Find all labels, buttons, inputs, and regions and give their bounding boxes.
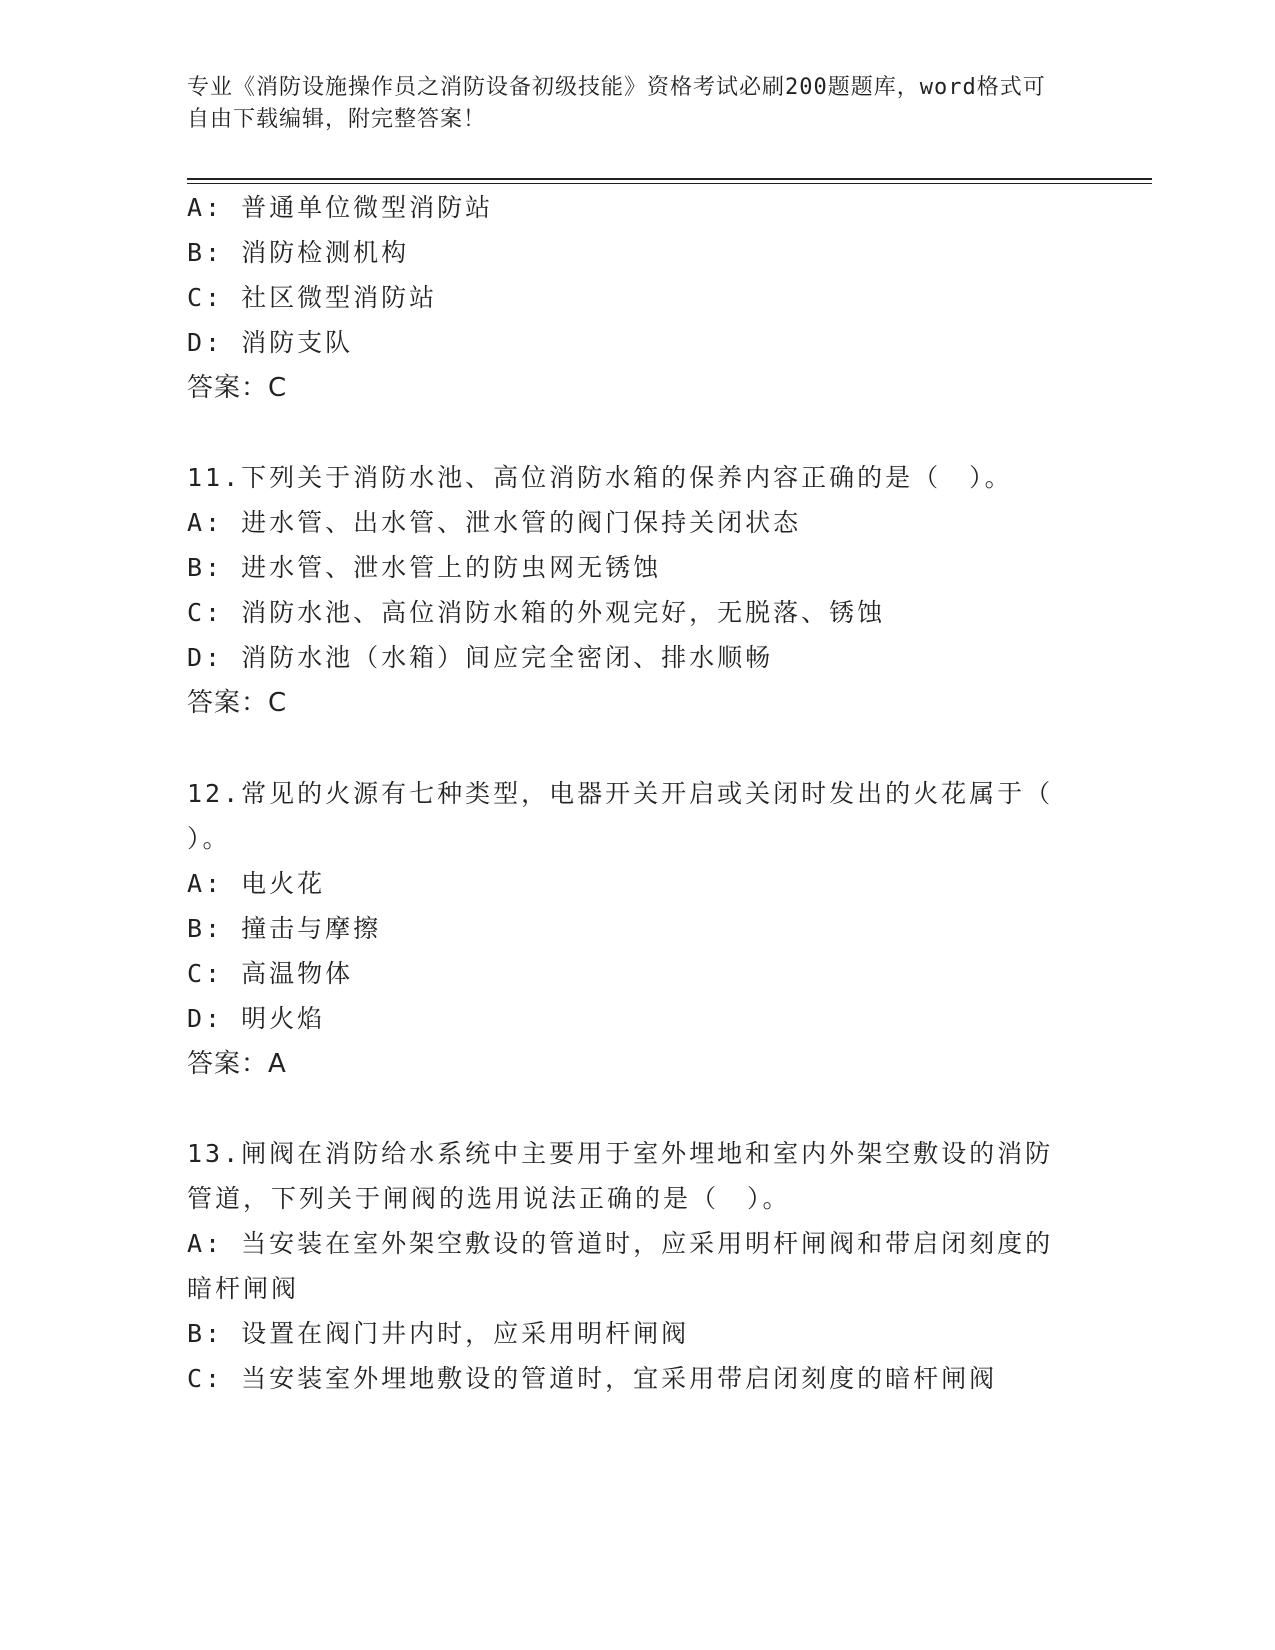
- q10-answer: 答案：C: [187, 373, 288, 403]
- q10-option-d: D: 消防支队: [187, 328, 354, 357]
- q11-answer: 答案：C: [187, 688, 288, 718]
- q13-question-line2: 管道，下列关于闸阀的选用说法正确的是（ ）。: [187, 1184, 791, 1213]
- q11-option-b: B: 进水管、泄水管上的防虫网无锈蚀: [187, 553, 662, 582]
- q13-option-a-line1: A: 当安装在室外架空敷设的管道时，应采用明杆闸阀和带启闭刻度的: [187, 1229, 1054, 1258]
- q12-option-d: D: 明火焰: [187, 1004, 326, 1033]
- q13-option-c: C: 当安装室外埋地敷设的管道时，宜采用带启闭刻度的暗杆闸阀: [187, 1364, 998, 1393]
- q13-question-line1: 13.闸阀在消防给水系统中主要用于室外埋地和室内外架空敷设的消防: [187, 1139, 1054, 1168]
- q12-question-line1: 12.常见的火源有七种类型，电器开关开启或关闭时发出的火花属于（: [187, 779, 1054, 808]
- q12-option-a: A: 电火花: [187, 869, 326, 898]
- q12-option-c: C: 高温物体: [187, 959, 354, 988]
- q10-option-b: B: 消防检测机构: [187, 238, 410, 267]
- q10-option-c: C: 社区微型消防站: [187, 283, 438, 312]
- q12-question-line2: ）。: [187, 824, 231, 853]
- q12-option-b: B: 撞击与摩擦: [187, 914, 382, 943]
- q11-question: 11.下列关于消防水池、高位消防水箱的保养内容正确的是（ ）。: [187, 463, 1013, 492]
- q12-answer: 答案：A: [187, 1049, 287, 1079]
- q13-option-a-line2: 暗杆闸阀: [187, 1274, 300, 1303]
- document-header: 专业《消防设施操作员之消防设备初级技能》资格考试必刷200题题库，word格式可自由下载编辑，附完整答案！: [187, 75, 1046, 132]
- header-rule-thin: [187, 183, 1152, 184]
- header-rule-thick: [187, 178, 1152, 180]
- q10-option-a: A: 普通单位微型消防站: [187, 193, 494, 222]
- q13-option-b: B: 设置在阀门井内时，应采用明杆闸阀: [187, 1319, 690, 1348]
- q11-option-c: C: 消防水池、高位消防水箱的外观完好，无脱落、锈蚀: [187, 598, 886, 627]
- q11-option-a: A: 进水管、出水管、泄水管的阀门保持关闭状态: [187, 508, 802, 537]
- q11-option-d: D: 消防水池（水箱）间应完全密闭、排水顺畅: [187, 643, 774, 672]
